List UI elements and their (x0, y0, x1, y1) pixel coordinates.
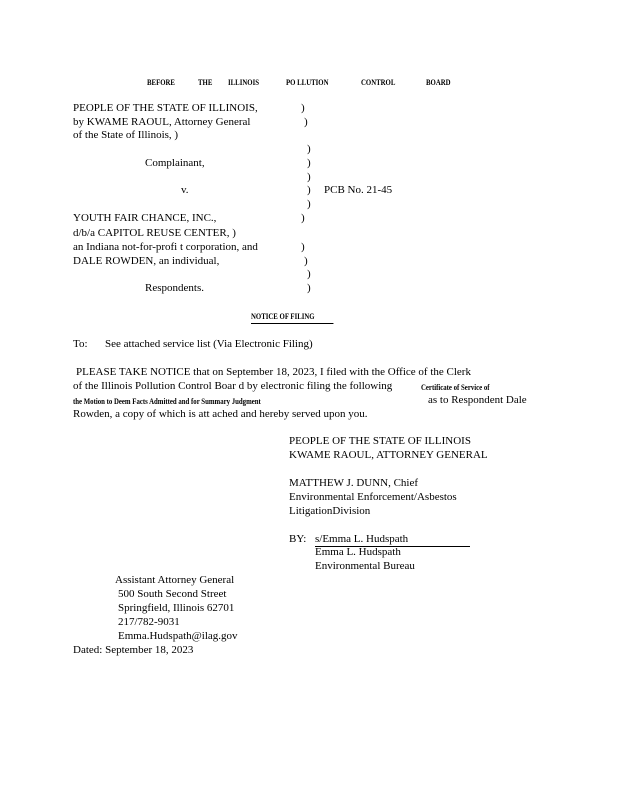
header-word: BOARD (426, 78, 451, 87)
email-line: Emma.Hudspath@ilag.gov (118, 630, 238, 642)
body-line: Rowden, a copy of which is att ached and hereby served upon you. (73, 408, 368, 420)
caption-paren: ) (307, 198, 311, 210)
signature-line: s/Emma L. Hudspath (315, 533, 470, 547)
caption-paren: ) (307, 282, 311, 294)
caption-paren: ) (301, 212, 305, 224)
header-word: CONTROL (361, 78, 396, 87)
bureau-name: Environmental Bureau (315, 560, 415, 572)
defendant-line: YOUTH FAIR CHANCE, INC., (73, 212, 217, 224)
plaintiff-line: of the State of Illinois, ) (73, 129, 179, 141)
caption-paren: ) (307, 143, 311, 155)
to-text: See attached service list (Via Electronic Filing) (105, 338, 313, 350)
plaintiff-line: PEOPLE OF THE STATE OF ILLINOIS, (73, 102, 258, 114)
address-line: 217/782-9031 (118, 616, 180, 628)
org-line: KWAME RAOUL, ATTORNEY GENERAL (289, 449, 488, 461)
versus-label: v. (181, 184, 189, 196)
caption-paren: ) (304, 116, 308, 128)
defendant-line: d/b/a CAPITOL REUSE CENTER, ) (73, 227, 236, 239)
notice-title: NOTICE OF FILING (251, 310, 333, 324)
defendant-line: an Indiana not-for-profi t corporation, and (73, 241, 258, 253)
org-line: PEOPLE OF THE STATE OF ILLINOIS (289, 435, 471, 447)
respondents-label: Respondents. (145, 282, 204, 294)
caption-paren: ) (307, 171, 311, 183)
dated-line: Dated: September 18, 2023 (73, 644, 194, 656)
case-number: PCB No. 21-45 (324, 184, 393, 196)
header-word: ILLINOIS (228, 78, 259, 87)
printed-name: Emma L. Hudspath (315, 546, 401, 558)
header-word: BEFORE (147, 78, 175, 87)
caption-paren: ) (304, 255, 308, 267)
chief-line: LitigationDivision (289, 505, 371, 517)
body-line: as to Respondent Dale (428, 394, 527, 406)
by-label: BY: (289, 533, 307, 545)
address-line: Springfield, Illinois 62701 (118, 602, 235, 614)
caption-paren: ) (301, 241, 305, 253)
chief-line: MATTHEW J. DUNN, Chief (289, 477, 419, 489)
body-line-bold: the Motion to Deem Facts Admitted and for Summary Judgment (73, 397, 261, 406)
plaintiff-line: by KWAME RAOUL, Attorney General (73, 116, 251, 128)
caption-paren: ) (307, 268, 311, 280)
defendant-line: DALE ROWDEN, an individual, (73, 255, 220, 267)
body-line: of the Illinois Pollution Control Boar d by electronic filing the following (73, 380, 393, 392)
address-line: 500 South Second Street (118, 588, 227, 600)
body-line: PLEASE TAKE NOTICE that on September 18, 2023, I filed with the Office of the Clerk (76, 366, 471, 378)
address-line: Assistant Attorney General (115, 574, 235, 586)
header-word: PO LLUTION (286, 78, 329, 87)
to-label: To: (73, 338, 88, 350)
complainant-label: Complainant, (145, 157, 205, 169)
caption-paren: ) (307, 157, 311, 169)
chief-line: Environmental Enforcement/Asbestos (289, 491, 457, 503)
caption-paren: ) (307, 184, 311, 196)
caption-paren: ) (301, 102, 305, 114)
header-word: THE (198, 78, 213, 87)
body-line-bold: Certificate of Service of (421, 383, 490, 392)
